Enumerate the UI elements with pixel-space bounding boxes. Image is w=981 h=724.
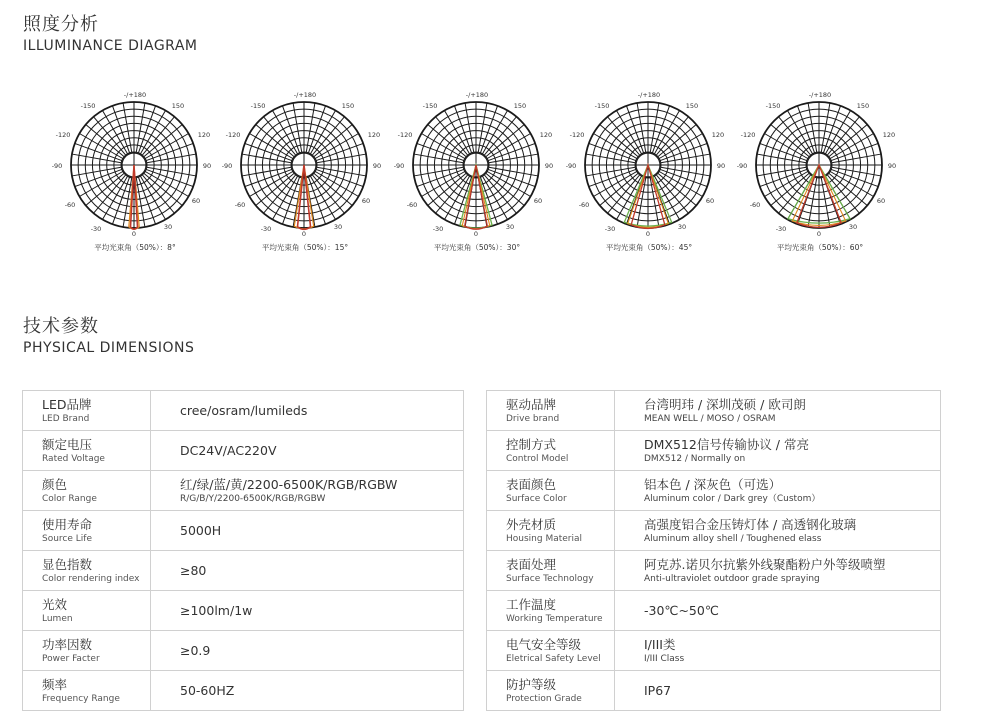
spec-row — [23, 551, 464, 591]
angle-label: 120 — [367, 131, 381, 139]
spec-row — [23, 471, 464, 511]
spec-label-cell — [23, 671, 151, 711]
spec-row — [487, 511, 941, 551]
angle-label: 0 — [816, 230, 822, 238]
angle-label: -60 — [234, 201, 246, 209]
spec-value-cell — [615, 591, 941, 631]
spec-value-cell — [151, 551, 464, 591]
spec-value-cell — [615, 671, 941, 711]
polar-grid — [220, 80, 390, 245]
spec-label-en: Lumen — [42, 613, 73, 624]
spec-row — [23, 671, 464, 711]
physical-title-en: PHYSICAL DIMENSIONS — [23, 340, 195, 356]
beam-angle-caption: 平均光束角（50%）：60° — [776, 243, 864, 252]
spec-row — [487, 551, 941, 591]
spec-row — [487, 631, 941, 671]
spec-value-en: Aluminum color / Dark grey（Custom） — [644, 493, 821, 504]
spec-value: ≥80 — [180, 562, 207, 578]
spec-label-cell — [23, 631, 151, 671]
angle-label: 150 — [513, 102, 527, 110]
spec-value: 阿克苏.诺贝尔抗紫外线聚酯粉户外等级喷塑 — [644, 556, 886, 572]
spec-row — [487, 431, 941, 471]
spec-label-cn: 额定电压 — [42, 436, 93, 452]
spec-label-cell — [23, 511, 151, 551]
spec-value: DC24V/AC220V — [180, 442, 277, 458]
spec-label-cn: 外壳材质 — [506, 516, 557, 532]
angle-label: 30 — [848, 223, 858, 231]
spec-label-en: LED Brand — [42, 413, 90, 424]
spec-label-cn: 防护等级 — [506, 676, 557, 692]
angle-label: -30 — [432, 225, 444, 233]
angle-label: 0 — [645, 230, 651, 238]
angle-label: -120 — [569, 131, 585, 139]
spec-value-cell — [151, 631, 464, 671]
spec-value-cell — [615, 551, 941, 591]
spec-value-en: Anti-ultraviolet outdoor grade spraying — [644, 573, 820, 584]
angle-label: 150 — [171, 102, 185, 110]
angle-label: -60 — [749, 201, 761, 209]
angle-label: -120 — [397, 131, 413, 139]
spec-label-cell — [487, 391, 615, 431]
angle-label: -120 — [55, 131, 71, 139]
spec-row — [487, 671, 941, 711]
angle-label: 90 — [372, 162, 382, 170]
polar-grid — [50, 80, 220, 245]
angle-label: 60 — [533, 197, 543, 205]
beam-angle-caption: 平均光束角（50%）：30° — [433, 243, 521, 252]
angle-label: 90 — [202, 162, 212, 170]
spec-label-en: Housing Material — [506, 533, 583, 544]
spec-table-left — [22, 390, 464, 711]
spec-label-cell — [23, 391, 151, 431]
polar-grid — [564, 80, 734, 245]
spec-value-en: I/III Class — [644, 653, 685, 664]
spec-value-cell — [615, 431, 941, 471]
spec-label-cn: 表面颜色 — [506, 476, 557, 492]
spec-value-en: MEAN WELL / MOSO / OSRAM — [644, 413, 776, 424]
spec-label-en: Eletrical Safety Level — [506, 653, 601, 664]
spec-value-cell — [151, 431, 464, 471]
angle-label: -90 — [565, 162, 577, 170]
spec-label-cn: 使用寿命 — [42, 516, 93, 532]
spec-value: 高强度铝合金压铸灯体 / 高透钢化玻璃 — [644, 516, 857, 532]
spec-value: 50-60HZ — [180, 682, 235, 698]
spec-label-cn: 光效 — [42, 596, 68, 612]
spec-value: 红/绿/蓝/黄/2200-6500K/RGB/RGBW — [180, 476, 398, 492]
polar-grid — [392, 80, 562, 245]
angle-label: -/+180 — [293, 91, 317, 99]
spec-value: -30℃~50℃ — [644, 602, 719, 618]
spec-label-en: Rated Voltage — [42, 453, 105, 464]
spec-value: 台湾明玮 / 深圳茂硕 / 欧司朗 — [644, 396, 806, 412]
spec-label-en: Frequency Range — [42, 693, 120, 704]
angle-label: -/+180 — [123, 91, 147, 99]
angle-label: -/+180 — [637, 91, 661, 99]
illuminance-title-en: ILLUMINANCE DIAGRAM — [23, 38, 198, 54]
angle-label: -90 — [51, 162, 63, 170]
spec-label-cell — [487, 591, 615, 631]
spec-label-cn: 颜色 — [42, 476, 68, 492]
spec-value: DMX512信号传输协议 / 常亮 — [644, 436, 809, 452]
spec-label-cell — [487, 631, 615, 671]
angle-label: -30 — [260, 225, 272, 233]
spec-label-cell — [487, 511, 615, 551]
spec-label-en: Color Range — [42, 493, 97, 504]
angle-label: -120 — [740, 131, 756, 139]
angle-label: -90 — [393, 162, 405, 170]
spec-label-cell — [487, 671, 615, 711]
spec-label-cn: 显色指数 — [42, 556, 93, 572]
angle-label: 0 — [301, 230, 307, 238]
spec-label-cn: 表面处理 — [506, 556, 557, 572]
spec-value-cell — [615, 471, 941, 511]
spec-value-cell — [615, 511, 941, 551]
spec-label-cell — [23, 591, 151, 631]
beam-angle-caption: 平均光束角（50%）：45° — [605, 243, 693, 252]
angle-label: 60 — [705, 197, 715, 205]
spec-row — [23, 591, 464, 631]
polar-diagram — [392, 80, 562, 260]
spec-label-cn: LED品牌 — [42, 396, 92, 412]
spec-label-en: Surface Technology — [506, 573, 594, 584]
beam-angle-caption: 平均光束角（50%）：15° — [261, 243, 349, 252]
spec-value: IP67 — [644, 682, 672, 698]
spec-label-cn: 工作温度 — [506, 596, 557, 612]
spec-label-cell — [487, 471, 615, 511]
spec-row — [23, 631, 464, 671]
angle-label: 30 — [163, 223, 173, 231]
spec-row — [23, 391, 464, 431]
angle-label: 0 — [473, 230, 479, 238]
spec-value: ≥100lm/1w — [180, 602, 253, 618]
polar-diagram — [735, 80, 905, 260]
spec-label-cell — [23, 551, 151, 591]
angle-label: -/+180 — [465, 91, 489, 99]
angle-label: 60 — [191, 197, 201, 205]
angle-label: -150 — [80, 102, 96, 110]
spec-label-cn: 频率 — [42, 676, 68, 692]
spec-value-en: Aluminum alloy shell / Toughened elass — [644, 533, 822, 544]
angle-label: -120 — [225, 131, 241, 139]
spec-label-cell — [487, 431, 615, 471]
angle-label: -30 — [90, 225, 102, 233]
spec-label-cell — [23, 471, 151, 511]
angle-label: 150 — [341, 102, 355, 110]
spec-row — [487, 391, 941, 431]
spec-value: cree/osram/lumileds — [180, 402, 308, 418]
spec-label-en: Control Model — [506, 453, 569, 464]
angle-label: 60 — [876, 197, 886, 205]
spec-row — [23, 511, 464, 551]
spec-row — [23, 431, 464, 471]
angle-label: 90 — [716, 162, 726, 170]
angle-label: 120 — [711, 131, 725, 139]
spec-label-cn: 电气安全等级 — [506, 636, 582, 652]
angle-label: -60 — [406, 201, 418, 209]
angle-label: 30 — [505, 223, 515, 231]
spec-label-cell — [23, 431, 151, 471]
spec-label-en: Working Temperature — [506, 613, 603, 624]
spec-value-cell — [151, 591, 464, 631]
spec-value: I/III类 — [644, 636, 676, 652]
spec-label-en: Drive brand — [506, 413, 560, 424]
angle-label: -30 — [604, 225, 616, 233]
spec-value-en: DMX512 / Normally on — [644, 453, 746, 464]
spec-value-cell — [151, 471, 464, 511]
angle-label: 120 — [197, 131, 211, 139]
spec-value: 5000H — [180, 522, 222, 538]
angle-label: 120 — [882, 131, 896, 139]
polar-diagram — [50, 80, 220, 260]
spec-value-cell — [151, 671, 464, 711]
angle-label: 90 — [544, 162, 554, 170]
angle-label: -150 — [422, 102, 438, 110]
angle-label: 120 — [539, 131, 553, 139]
angle-label: 90 — [887, 162, 897, 170]
angle-label: -150 — [250, 102, 266, 110]
angle-label: -150 — [765, 102, 781, 110]
angle-label: 150 — [856, 102, 870, 110]
angle-label: -30 — [775, 225, 787, 233]
spec-label-en: Color rendering index — [42, 573, 140, 584]
spec-label-en: Power Facter — [42, 653, 100, 664]
polar-diagram — [220, 80, 390, 260]
polar-grid — [735, 80, 905, 245]
spec-label-cn: 驱动品牌 — [506, 396, 557, 412]
spec-label-cn: 功率因数 — [42, 636, 93, 652]
angle-label: 30 — [677, 223, 687, 231]
angle-label: -90 — [736, 162, 748, 170]
spec-table-right — [486, 390, 941, 711]
polar-diagram — [564, 80, 734, 260]
spec-value: 铝本色 / 深灰色（可选） — [644, 476, 782, 492]
spec-value-cell — [151, 511, 464, 551]
illuminance-diagrams — [0, 80, 981, 260]
angle-label: -90 — [221, 162, 233, 170]
spec-label-cn: 控制方式 — [506, 436, 557, 452]
angle-label: -60 — [64, 201, 76, 209]
spec-label-en: Protection Grade — [506, 693, 582, 704]
angle-label: -60 — [578, 201, 590, 209]
spec-label-en: Surface Color — [506, 493, 567, 504]
angle-label: 30 — [333, 223, 343, 231]
angle-label: -150 — [594, 102, 610, 110]
spec-row — [487, 591, 941, 631]
beam-angle-caption: 平均光束角（50%）：8° — [94, 243, 176, 252]
spec-value-cell — [615, 391, 941, 431]
spec-row — [487, 471, 941, 511]
spec-label-cell — [487, 551, 615, 591]
spec-value-cell — [151, 391, 464, 431]
angle-label: 150 — [685, 102, 699, 110]
spec-value-cell — [615, 631, 941, 671]
angle-label: 0 — [131, 230, 137, 238]
spec-value: ≥0.9 — [180, 642, 211, 658]
illuminance-title-cn: 照度分析 — [23, 14, 99, 35]
spec-value-en: R/G/B/Y/2200-6500K/RGB/RGBW — [180, 493, 326, 504]
angle-label: 60 — [361, 197, 371, 205]
physical-title-cn: 技术参数 — [23, 316, 99, 337]
angle-label: -/+180 — [808, 91, 832, 99]
spec-label-en: Source Life — [42, 533, 92, 544]
